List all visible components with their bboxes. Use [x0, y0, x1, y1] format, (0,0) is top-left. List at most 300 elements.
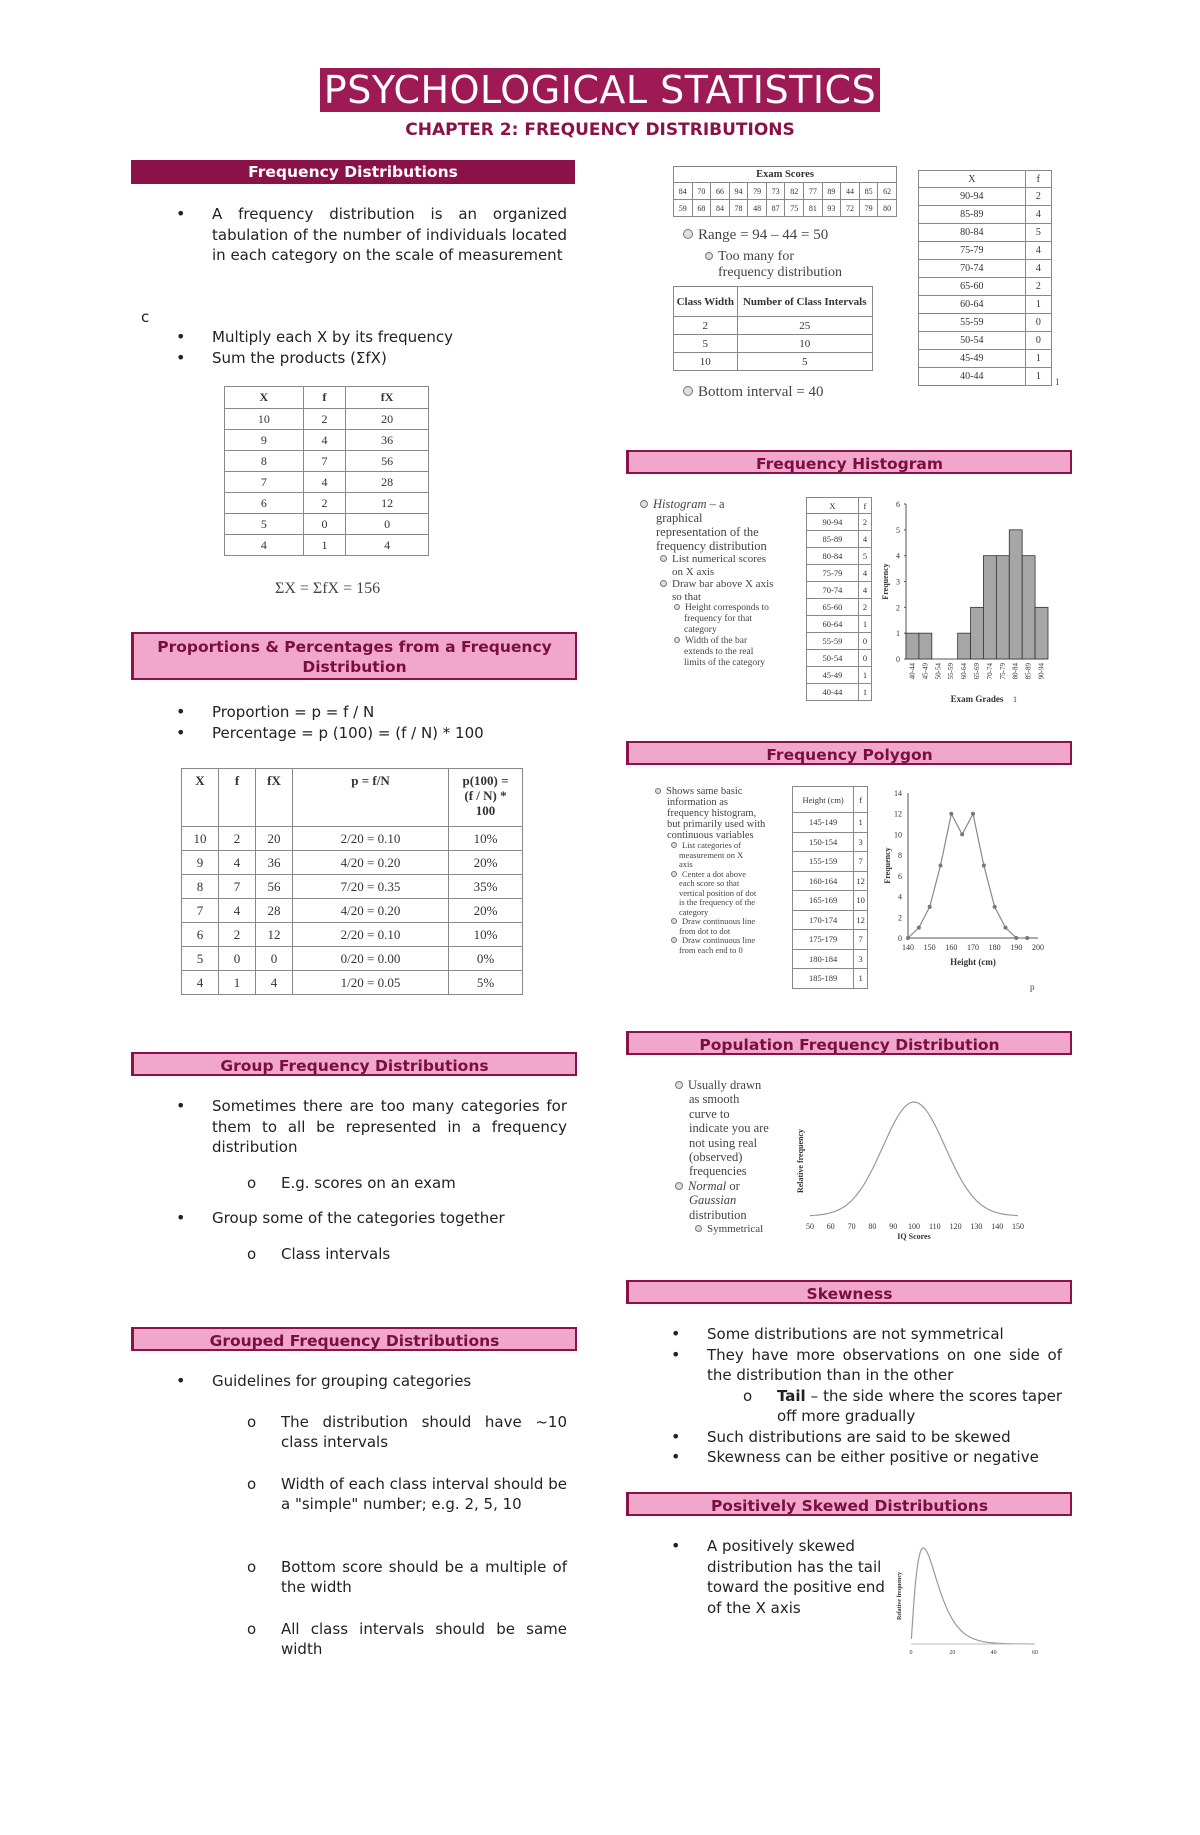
- grouped-table: [918, 170, 1052, 386]
- bullet-icon: [695, 1225, 702, 1232]
- table-cell: 5: [858, 548, 871, 565]
- table-row: [807, 633, 872, 650]
- table-cell: 0: [219, 947, 256, 971]
- group-freq-bullet-1: • Sometimes there are too many categories for them to all be represented in a frequency distribution: [176, 1096, 567, 1158]
- proportions-bullet-2: • Percentage = p (100) = (f / N) * 100: [176, 723, 567, 744]
- proportions-body: [176, 702, 567, 743]
- proportions-table-header: p = f/N: [293, 769, 449, 827]
- grouped-freq-sub-1: o The distribution should have ~10 class intervals: [247, 1412, 567, 1451]
- section-header-grouped-frequency: Grouped Frequency Distributions: [131, 1327, 577, 1351]
- table-cell: 9: [225, 430, 304, 451]
- table-cell: 0%: [449, 947, 523, 971]
- polygon-text-content: vertical position of dot: [679, 887, 757, 898]
- x-axis-label: Height (cm): [950, 957, 996, 967]
- x-tick-label: 120: [949, 1222, 962, 1231]
- bullet-icon: [660, 580, 667, 587]
- table-cell: 8: [225, 451, 304, 472]
- table-cell: 2: [858, 514, 871, 531]
- polygon-table-header: f: [854, 787, 868, 813]
- x-tick-label: 60: [826, 1222, 835, 1231]
- table-cell: 0: [256, 947, 293, 971]
- x-tick-label: 45-49: [921, 663, 930, 680]
- table-cell: 1: [858, 616, 871, 633]
- grouped-freq-sub-1-text: The distribution should have ~10 class intervals: [281, 1412, 567, 1451]
- x-tick-label: 150: [923, 943, 936, 952]
- table-cell: 94: [729, 183, 748, 200]
- table-cell: 8: [182, 875, 219, 899]
- table-cell: 48: [748, 200, 767, 217]
- table-cell: 0: [303, 514, 345, 535]
- table-cell: 89: [822, 183, 841, 200]
- positive-body: [671, 1536, 893, 1618]
- exam-too-many-1: Too many for: [718, 249, 795, 264]
- table-cell: 150-154: [793, 832, 854, 852]
- class-width-header: Class Width: [674, 287, 738, 317]
- polygon-point: [993, 905, 997, 909]
- table-cell: 50-54: [919, 332, 1026, 350]
- population-text: Symmetrical: [707, 1223, 764, 1236]
- table-cell: 7: [219, 875, 256, 899]
- table-row: [182, 971, 523, 995]
- table-cell: 10%: [449, 827, 523, 851]
- table-cell: 84: [711, 200, 730, 217]
- polygon-text-content: frequency histogram,: [667, 808, 757, 819]
- table-cell: 12: [854, 871, 868, 891]
- table-row: [674, 317, 873, 335]
- table-cell: 7/20 = 0.35: [293, 875, 449, 899]
- y-tick-label: 2: [898, 913, 902, 923]
- y-tick-label: 4: [898, 892, 902, 902]
- histogram-text: Draw bar above X axis: [672, 578, 774, 590]
- table-cell: 5%: [449, 971, 523, 995]
- polygon-text-content: but primarily used with: [667, 819, 766, 830]
- polygon-point: [917, 926, 921, 930]
- y-tick-label: 5: [896, 525, 900, 535]
- table-cell: 1: [219, 971, 256, 995]
- bullet-icon: [671, 937, 677, 943]
- positive-bullet-1: • A positively skewed distribution has the tail toward the positive end of the X axis: [671, 1536, 893, 1618]
- polygon-table: [792, 786, 868, 989]
- table-cell: 56: [256, 875, 293, 899]
- skewness-tail-term: Tail: [777, 1386, 806, 1405]
- table-row: [919, 242, 1052, 260]
- table-row: [807, 531, 872, 548]
- histogram-table: [806, 497, 872, 701]
- histogram-text: frequency for that: [684, 614, 753, 624]
- skewed-curve: [911, 1548, 1034, 1644]
- table-cell: 10: [182, 827, 219, 851]
- table-cell: 25: [737, 317, 873, 335]
- table-cell: 4: [1025, 242, 1051, 260]
- table-cell: 56: [346, 451, 429, 472]
- x-axis-label: Exam Grades: [950, 694, 1004, 704]
- x-tick-label: 50-54: [934, 663, 943, 680]
- table-cell: 28: [256, 899, 293, 923]
- x-tick-label: 200: [1032, 943, 1044, 952]
- table-cell: 28: [346, 472, 429, 493]
- table-cell: 75-79: [919, 242, 1026, 260]
- table-cell: 45-49: [807, 667, 859, 684]
- section-header-histogram: Frequency Histogram: [626, 450, 1072, 474]
- skewness-sub: o Tail – the side where the scores taper off more gradually: [743, 1386, 1062, 1425]
- table-cell: 4: [858, 582, 871, 599]
- x-tick-label: 80-84: [1011, 663, 1020, 680]
- polygon-text: [655, 797, 795, 808]
- group-freq-body: [176, 1096, 567, 1264]
- x-tick-label: 40: [990, 1650, 997, 1656]
- y-tick-label: 4: [896, 551, 900, 561]
- table-cell: 5: [674, 335, 738, 353]
- table-row: [807, 565, 872, 582]
- table-row: [182, 947, 523, 971]
- polygon-point: [982, 864, 986, 868]
- table-cell: 7: [303, 451, 345, 472]
- table-cell: 2: [858, 599, 871, 616]
- population-text: Gaussian: [689, 1193, 737, 1208]
- table-row: [807, 684, 872, 701]
- table-row: [807, 514, 872, 531]
- table-cell: 0: [1025, 314, 1051, 332]
- table-cell: 170-174: [793, 910, 854, 930]
- exam-bottom: [683, 384, 824, 401]
- table-cell: 45-49: [919, 350, 1026, 368]
- y-tick-label: 0: [898, 934, 902, 943]
- histogram-text: representation of the: [656, 525, 759, 539]
- table-row: [793, 832, 868, 852]
- table-cell: 62: [878, 183, 897, 200]
- table-cell: 85-89: [919, 206, 1026, 224]
- table-cell: 50-54: [807, 650, 859, 667]
- table-row: [919, 224, 1052, 242]
- y-axis-label: Relative frequency: [897, 1571, 903, 1621]
- x-tick-label: 90: [889, 1222, 898, 1231]
- table-cell: 0: [858, 633, 871, 650]
- histogram-text: extends to the real: [684, 647, 754, 657]
- table-row: [182, 827, 523, 851]
- table-cell: 2: [1025, 278, 1051, 296]
- table-cell: 80-84: [807, 548, 859, 565]
- table-cell: 2: [1025, 188, 1051, 206]
- table-cell: 4: [219, 899, 256, 923]
- bullet-icon: [674, 604, 680, 610]
- population-text: as smooth: [689, 1092, 740, 1107]
- histogram-bar: [983, 556, 996, 659]
- y-tick-label: 12: [894, 809, 902, 819]
- freq-dist-bullet-1: • A frequency distribution is an organized tabulation of the number of individuals located in each category on the scale of measurement: [176, 204, 567, 266]
- histogram-text: limits of the category: [684, 658, 765, 668]
- y-tick-label: 1: [896, 629, 900, 639]
- table-cell: 6: [225, 493, 304, 514]
- stray-char: c: [141, 308, 150, 326]
- polygon-text: [655, 819, 795, 830]
- fx-table-header: X: [225, 387, 304, 409]
- table-cell: 73: [766, 183, 785, 200]
- polygon-point: [1004, 926, 1008, 930]
- freq-dist-bullet-3: • Sum the products (ΣfX): [176, 348, 567, 369]
- table-cell: 82: [785, 183, 804, 200]
- table-cell: 2/20 = 0.10: [293, 923, 449, 947]
- table-cell: 0/20 = 0.00: [293, 947, 449, 971]
- table-cell: 7: [225, 472, 304, 493]
- section-header-population: Population Frequency Distribution: [626, 1031, 1072, 1055]
- polygon-text-content: Center a dot above: [682, 868, 746, 879]
- histogram-text: Height corresponds to: [685, 603, 769, 613]
- table-cell: 65-60: [807, 599, 859, 616]
- stray-char: 1: [1013, 695, 1017, 704]
- grouped-freq-sub-3: o Bottom score should be a multiple of the width: [247, 1557, 567, 1596]
- table-cell: 79: [748, 183, 767, 200]
- table-row: [674, 335, 873, 353]
- polygon-chart: [880, 783, 1055, 975]
- y-tick-label: 2: [896, 603, 900, 613]
- table-row: [182, 875, 523, 899]
- bullet-icon: [675, 1182, 683, 1190]
- histogram-text: graphical: [656, 511, 703, 525]
- table-row: [807, 582, 872, 599]
- x-tick-label: 70-74: [985, 663, 994, 680]
- exam-scores-title: Exam Scores: [674, 167, 897, 183]
- table-row: [793, 813, 868, 833]
- table-cell: 70-74: [919, 260, 1026, 278]
- polygon-point: [906, 936, 910, 940]
- table-cell: 4: [225, 535, 304, 556]
- fx-table-header: fX: [346, 387, 429, 409]
- table-cell: 1: [858, 667, 871, 684]
- y-tick-label: 6: [896, 500, 900, 509]
- polygon-point: [949, 812, 953, 816]
- population-text: (observed): [689, 1150, 743, 1165]
- table-cell: 1: [1025, 368, 1051, 386]
- bullet-icon: [683, 386, 693, 396]
- grouped-freq-bullet-1: • Guidelines for grouping categories: [176, 1371, 567, 1392]
- polygon-text: [655, 851, 795, 861]
- table-cell: 0: [346, 514, 429, 535]
- proportions-header-line-2: Distribution: [302, 658, 407, 676]
- histogram-text: – a: [706, 497, 725, 511]
- table-cell: 72: [841, 200, 860, 217]
- polygon-point: [939, 864, 943, 868]
- group-freq-bullet-2: • Group some of the categories together: [176, 1208, 567, 1229]
- table-cell: 165-169: [793, 891, 854, 911]
- x-tick-label: 130: [970, 1222, 983, 1231]
- table-cell: 66: [711, 183, 730, 200]
- x-tick-label: 50: [806, 1222, 814, 1231]
- table-cell: 75-79: [807, 565, 859, 582]
- exam-range: [683, 227, 828, 244]
- table-cell: 20%: [449, 899, 523, 923]
- table-cell: 1: [303, 535, 345, 556]
- proportions-table: [181, 768, 523, 995]
- histogram-table-header: X: [807, 498, 859, 514]
- histogram-bar: [996, 556, 1009, 659]
- polygon-line: [908, 814, 1027, 938]
- x-tick-label: 40-44: [908, 663, 917, 680]
- table-row: [182, 923, 523, 947]
- x-tick-label: 140: [902, 943, 914, 952]
- y-tick-label: 6: [898, 871, 902, 881]
- polygon-text-content: category: [679, 906, 709, 917]
- table-cell: 85: [859, 183, 878, 200]
- table-cell: 68: [692, 200, 711, 217]
- histogram-bar: [919, 633, 932, 659]
- y-tick-label: 8: [898, 851, 902, 861]
- table-row: [919, 296, 1052, 314]
- histogram-chart: [880, 492, 1070, 710]
- histogram-text: so that: [672, 590, 702, 603]
- population-text: frequencies: [689, 1164, 747, 1179]
- group-freq-sub-1-text: E.g. scores on an exam: [281, 1173, 456, 1192]
- polygon-point: [1014, 936, 1018, 940]
- exam-bottom-text: Bottom interval = 40: [698, 384, 824, 400]
- proportions-table-header: X: [182, 769, 219, 827]
- polygon-text-content: List categories of: [682, 840, 742, 850]
- group-freq-sub-2: o Class intervals: [247, 1244, 391, 1263]
- x-tick-label: 160: [945, 943, 958, 952]
- grouped-freq-sub-2-text: Width of each class interval should be a "simple" number; e.g. 2, 5, 10: [281, 1474, 567, 1513]
- table-cell: 40-44: [919, 368, 1026, 386]
- table-cell: 0: [1025, 332, 1051, 350]
- histogram-bar: [971, 607, 984, 659]
- x-tick-label: 170: [967, 943, 979, 952]
- table-row: [919, 350, 1052, 368]
- proportions-bullet-1: • Proportion = p = f / N: [176, 702, 567, 723]
- polygon-text: [655, 946, 795, 956]
- polygon-text-content: from dot to dot: [679, 925, 731, 936]
- proportions-table-header: f: [219, 769, 256, 827]
- skewness-tail-text: – the side where the scores taper off more gradually: [777, 1386, 1062, 1425]
- bullet-icon: [674, 637, 680, 643]
- table-cell: 59: [674, 200, 693, 217]
- table-row: [793, 969, 868, 989]
- table-row: [919, 260, 1052, 278]
- group-freq-sub-1: o E.g. scores on an exam: [247, 1173, 456, 1192]
- bullet-icon: [671, 842, 677, 848]
- skewness-bullet-4: • Skewness can be either positive or negative: [671, 1447, 1062, 1468]
- table-cell: 40-44: [807, 684, 859, 701]
- population-text: Usually drawn: [688, 1078, 762, 1092]
- table-cell: 155-159: [793, 852, 854, 872]
- table-row: [807, 616, 872, 633]
- exam-scores-table: [673, 166, 897, 217]
- table-cell: 90-94: [807, 514, 859, 531]
- table-cell: 84: [674, 183, 693, 200]
- bullet-icon: [671, 871, 677, 877]
- y-tick-label: 0: [896, 655, 900, 664]
- x-tick-label: 20: [949, 1650, 956, 1656]
- bullet-icon: [655, 788, 661, 794]
- table-row: [225, 514, 429, 535]
- polygon-text-content: from each end to 0: [679, 944, 743, 955]
- x-tick-label: 65-69: [973, 663, 981, 680]
- table-cell: 2: [674, 317, 738, 335]
- table-cell: 44: [841, 183, 860, 200]
- table-cell: 70: [692, 183, 711, 200]
- table-cell: 77: [804, 183, 823, 200]
- table-cell: 4: [858, 565, 871, 582]
- table-cell: 4/20 = 0.20: [293, 851, 449, 875]
- table-cell: 1: [854, 813, 868, 833]
- table-row: [225, 472, 429, 493]
- table-cell: 3: [854, 832, 868, 852]
- table-row: [674, 200, 897, 217]
- table-cell: 10: [225, 409, 304, 430]
- table-cell: 2/20 = 0.10: [293, 827, 449, 851]
- x-tick-label: 110: [928, 1222, 941, 1231]
- table-cell: 4: [219, 851, 256, 875]
- table-cell: 80-84: [919, 224, 1026, 242]
- table-row: [919, 206, 1052, 224]
- table-row: [919, 368, 1052, 386]
- table-row: [225, 535, 429, 556]
- y-axis-label: Frequency: [881, 563, 890, 600]
- table-cell: 5: [737, 353, 873, 371]
- table-cell: 55-59: [919, 314, 1026, 332]
- x-tick-label: 100: [908, 1222, 920, 1231]
- polygon-text-content: each score so that: [679, 878, 740, 888]
- table-row: [807, 548, 872, 565]
- x-tick-label: 55-59: [947, 663, 956, 680]
- table-cell: 2: [219, 923, 256, 947]
- table-cell: 10: [854, 891, 868, 911]
- histogram-table-header: f: [858, 498, 871, 514]
- bullet-icon: [640, 500, 648, 508]
- table-row: [793, 930, 868, 950]
- page-title: PSYCHOLOGICAL STATISTICS: [320, 68, 880, 112]
- polygon-text: [655, 898, 795, 908]
- table-cell: 20: [346, 409, 429, 430]
- table-cell: 2: [303, 409, 345, 430]
- histogram-bar: [1022, 556, 1035, 659]
- population-text: curve to: [689, 1106, 730, 1121]
- table-cell: 20: [256, 827, 293, 851]
- table-row: [674, 353, 873, 371]
- table-row: [919, 278, 1052, 296]
- table-cell: 4: [182, 971, 219, 995]
- table-cell: 145-149: [793, 813, 854, 833]
- polygon-text-content: Draw continuous line: [682, 935, 756, 945]
- table-cell: 160-164: [793, 871, 854, 891]
- skewness-bullet-3: • Such distributions are said to be skewed: [671, 1427, 1062, 1448]
- table-cell: 5: [182, 947, 219, 971]
- table-row: [225, 493, 429, 514]
- table-cell: 185-189: [793, 969, 854, 989]
- normal-curve-chart: [796, 1090, 1030, 1250]
- group-freq-sub-2-text: Class intervals: [281, 1244, 391, 1263]
- table-cell: 4: [256, 971, 293, 995]
- table-row: [793, 949, 868, 969]
- exam-too-many-2: frequency distribution: [718, 265, 843, 280]
- table-cell: 4: [1025, 260, 1051, 278]
- polygon-text-content: Draw continuous line: [682, 916, 756, 926]
- table-cell: 93: [822, 200, 841, 217]
- x-tick-label: 60: [1032, 1650, 1038, 1656]
- table-cell: 1: [854, 969, 868, 989]
- table-cell: 0: [858, 650, 871, 667]
- table-row: [182, 851, 523, 875]
- x-axis-label: IQ Scores: [897, 1232, 931, 1241]
- polygon-text-content: Shows same basic: [666, 786, 743, 797]
- grouped-freq-sub-2: o Width of each class interval should be a "simple" number; e.g. 2, 5, 10: [247, 1474, 567, 1513]
- population-text: or: [726, 1178, 740, 1193]
- x-tick-label: 70: [847, 1222, 856, 1231]
- section-header-positive-skew: Positively Skewed Distributions: [626, 1492, 1072, 1516]
- table-cell: 20%: [449, 851, 523, 875]
- table-row: [807, 650, 872, 667]
- table-row: [919, 314, 1052, 332]
- table-cell: 90-94: [919, 188, 1026, 206]
- y-tick-label: 14: [894, 789, 902, 798]
- sum-formula: ΣX = ΣfX = 156: [275, 580, 381, 597]
